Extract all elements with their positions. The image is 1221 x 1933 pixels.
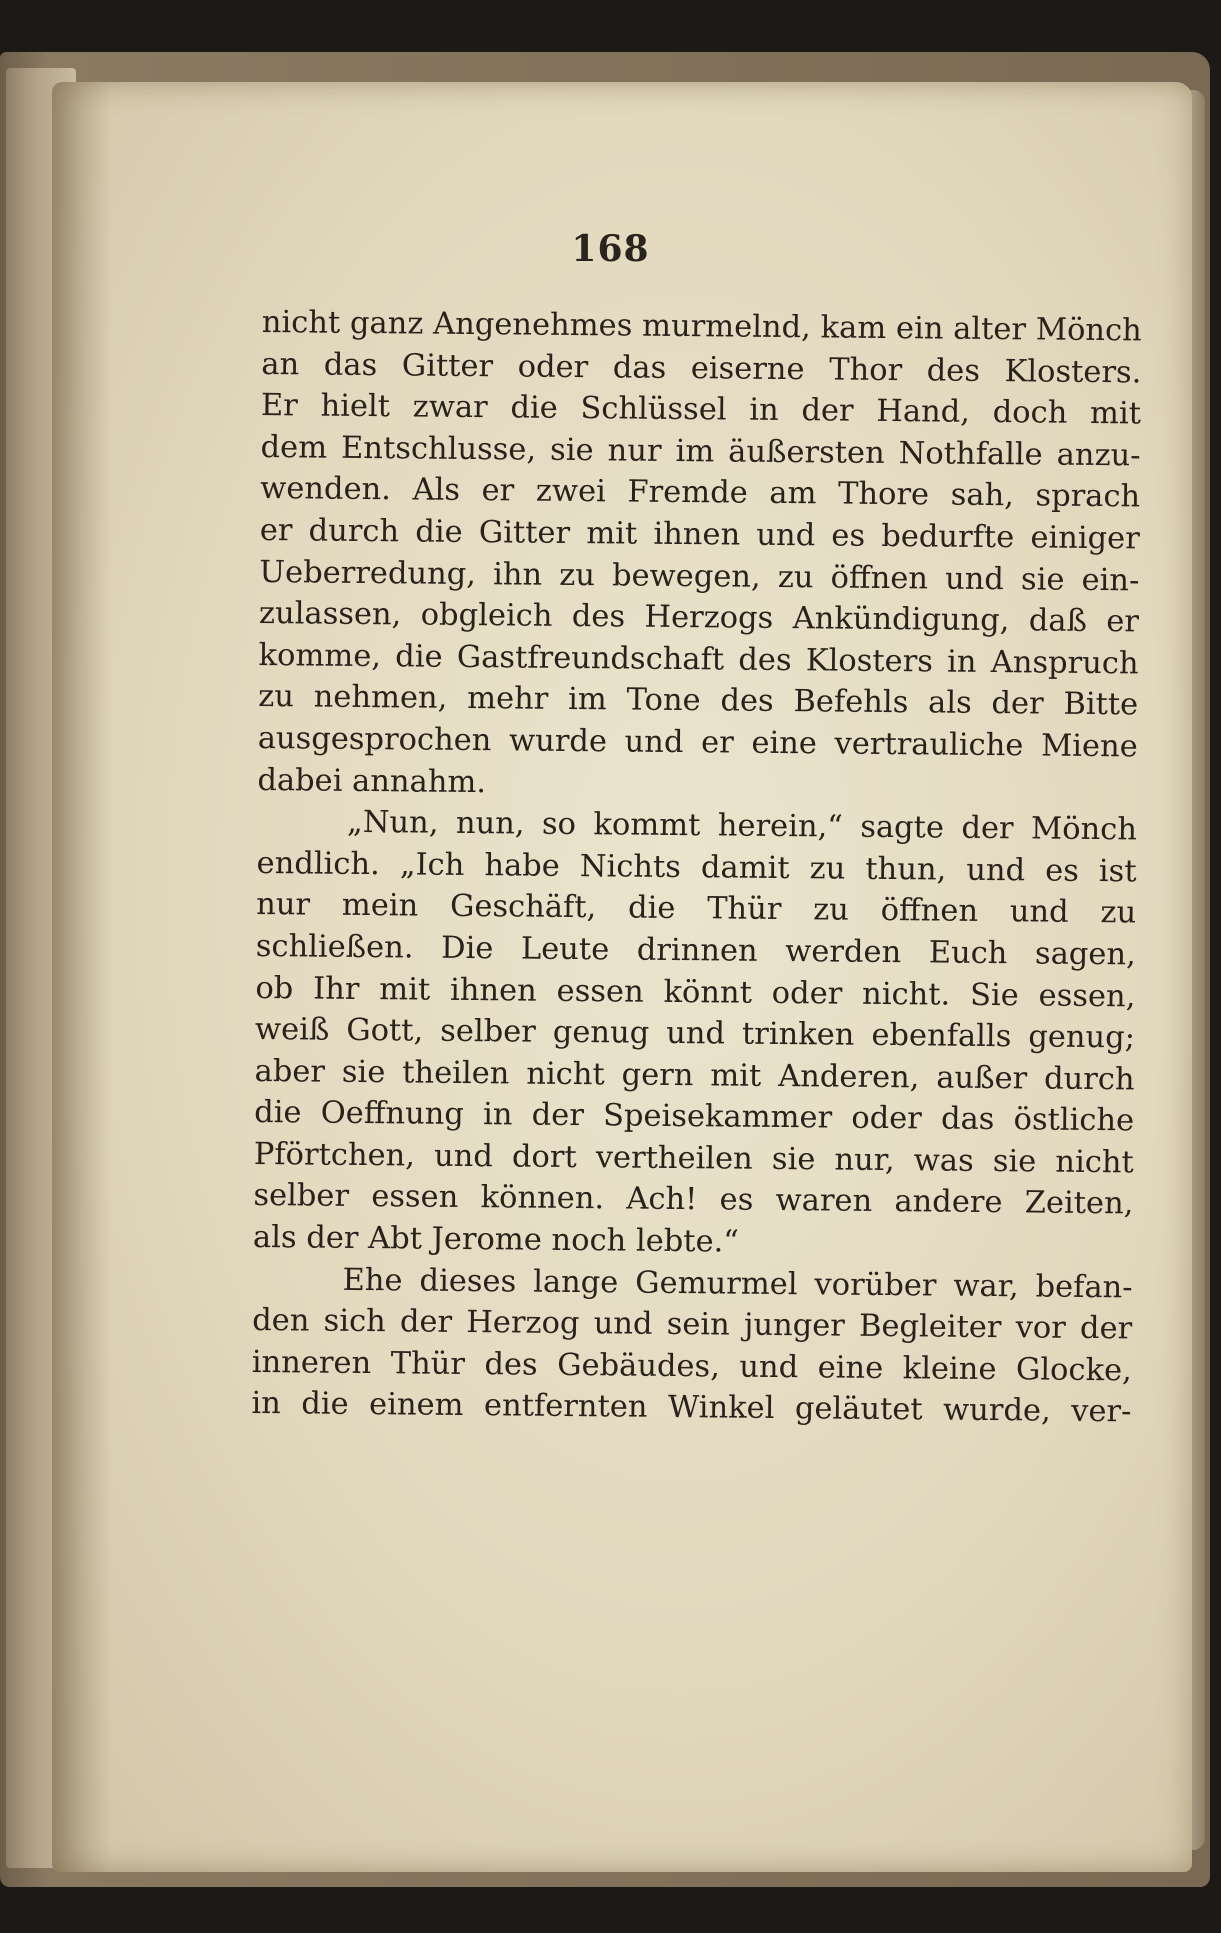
text-line: den sich der Herzog und sein junger Begleiter vor der <box>252 1303 1133 1347</box>
text-line: als der Abt Jerome noch lebte.“ <box>252 1220 740 1260</box>
text-line: an das Gitter oder das eiserne Thor des Klosters. <box>261 346 1142 391</box>
text-line: zulassen, obgleich des Herzogs Ankündigung, daß er <box>258 596 1140 640</box>
text-line: er durch die Gitter mit ihnen und es bedurfte einiger <box>259 512 1140 557</box>
text-line: Er hielt zwar die Schlüssel in der Hand, doch mit <box>260 388 1142 432</box>
text-line: schließen. Die Leute drinnen werden Euch sagen, <box>255 928 1136 973</box>
text-line: „Nun, nun, so kommt herein,“ sagte der Mönch <box>346 804 1138 848</box>
text-line: zu nehmen, mehr im Tone des Befehls als der Bitte <box>258 679 1139 723</box>
text-line: komme, die Gastfreundschaft des Klosters in Anspruch <box>258 637 1139 682</box>
text-line: Pförtchen, und dort vertheilen sie nur, was sie nicht <box>253 1136 1134 1181</box>
text-line: ausgesprochen wurde und er eine vertrauliche Miene <box>257 720 1138 765</box>
text-line: ob Ihr mit ihnen essen könnt oder nicht. Sie essen, <box>255 970 1136 1014</box>
text-line: Ueberredung, ihn zu bewegen, zu öffnen und sie ein- <box>259 554 1140 598</box>
text-line: dabei annahm. <box>257 762 487 800</box>
text-line: die Oeffnung in der Speisekammer oder das östliche <box>254 1095 1135 1139</box>
text-line: inneren Thür des Gebäudes, und eine kleine Glocke, <box>251 1344 1132 1389</box>
text-line: dem Entschlusse, sie nur im äußersten Nothfalle anzu- <box>260 429 1141 474</box>
text-line: in die einem entfernten Winkel geläutet wurde, ver- <box>251 1386 1132 1430</box>
text-line: wenden. Als er zwei Fremde am Thore sah, sprach <box>260 471 1141 515</box>
text-line: weiß Gott, selber genug und trinken ebenfalls genug; <box>254 1012 1136 1056</box>
spine-shadow <box>52 82 112 1872</box>
text-line: Ehe dieses lange Gemurmel vorüber war, befan- <box>342 1262 1133 1306</box>
body-text <box>251 302 1142 1433</box>
text-line: endlich. „Ich habe Nichts damit zu thun, und es ist <box>256 845 1137 890</box>
page-number: 168 <box>571 228 650 270</box>
text-line: nicht ganz Angenehmes murmelnd, kam ein alter Mönch <box>261 304 1142 349</box>
text-line: selber essen können. Ach! es waren andere Zeiten, <box>253 1178 1134 1222</box>
text-line: nur mein Geschäft, die Thür zu öffnen und zu <box>256 887 1137 931</box>
text-line: aber sie theilen nicht gern mit Anderen, außer durch <box>254 1053 1135 1098</box>
